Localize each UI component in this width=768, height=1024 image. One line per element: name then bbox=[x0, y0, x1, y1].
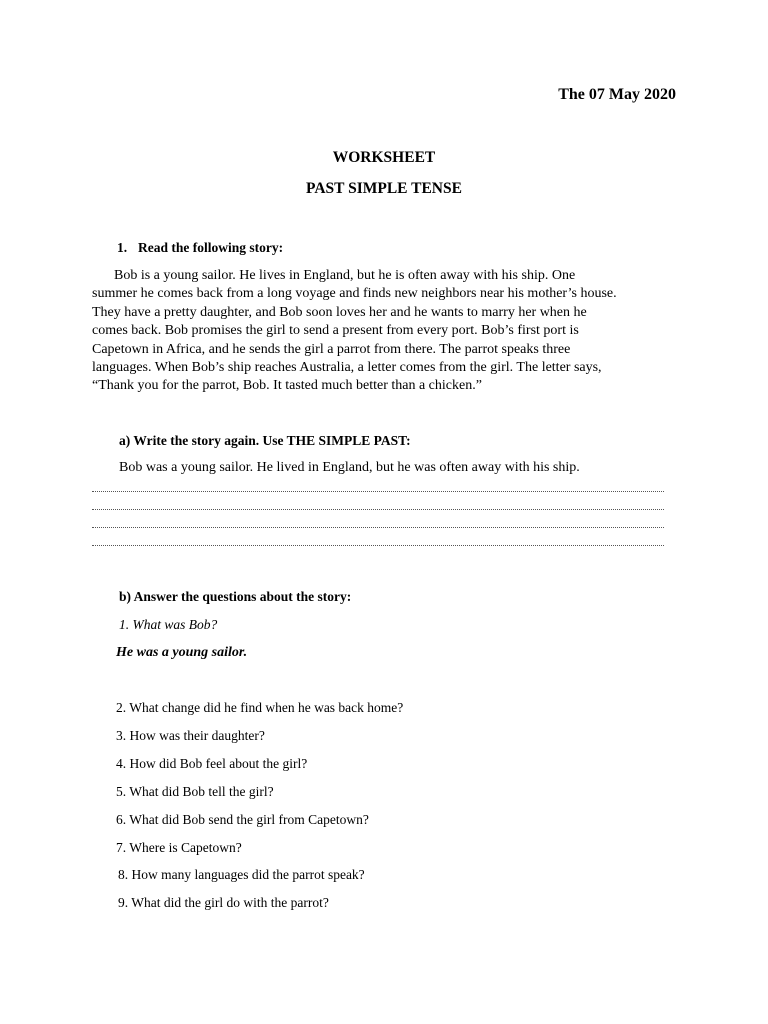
question-item: 5. What did Bob tell the girl? bbox=[116, 784, 274, 799]
example-answer: He was a young sailor. bbox=[116, 645, 248, 660]
question-item: 2. What change did he find when he was back home? bbox=[116, 700, 404, 715]
answer-dotted-line[interactable] bbox=[92, 545, 664, 546]
section-1-number: 1. bbox=[117, 240, 128, 255]
answer-dotted-line[interactable] bbox=[92, 527, 664, 528]
question-item: 7. Where is Capetown? bbox=[116, 840, 242, 855]
story-paragraph bbox=[92, 267, 682, 396]
worksheet-subtitle: PAST SIMPLE TENSE bbox=[306, 180, 462, 197]
question-item: 6. What did Bob send the girl from Capetown? bbox=[116, 812, 369, 827]
answer-dotted-line[interactable] bbox=[92, 491, 664, 492]
section-1-heading-text: Read the following story: bbox=[138, 240, 284, 255]
story-line: “Thank you for the parrot, Bob. It tasted much better than a chicken.” bbox=[92, 378, 482, 394]
section-1-heading bbox=[117, 240, 283, 256]
story-line: They have a pretty daughter, and Bob soon loves her and he wants to marry her when he bbox=[92, 304, 587, 320]
question-item: 8. How many languages did the parrot speak? bbox=[118, 867, 365, 882]
story-line: comes back. Bob promises the girl to send a present from every port. Bob’s first port is bbox=[92, 323, 579, 339]
story-line: Bob is a young sailor. He lives in England, but he is often away with his ship. One bbox=[114, 268, 576, 283]
worksheet-date: The 07 May 2020 bbox=[558, 86, 676, 103]
answer-dotted-line[interactable] bbox=[92, 509, 664, 510]
question-item: 9. What did the girl do with the parrot? bbox=[118, 895, 329, 910]
part-a-heading: a) Write the story again. Use THE SIMPLE PAST: bbox=[119, 433, 411, 448]
worksheet-title: WORKSHEET bbox=[332, 149, 436, 166]
story-line: languages. When Bob’s ship reaches Australia, a letter comes from the girl. The letter says, bbox=[92, 360, 602, 376]
question-item: 3. How was their daughter? bbox=[116, 728, 265, 743]
question-item: 4. How did Bob feel about the girl? bbox=[116, 756, 308, 771]
example-question: 1. What was Bob? bbox=[119, 617, 218, 632]
story-line: summer he comes back from a long voyage and finds new neighbors near his mother’s house. bbox=[92, 286, 617, 302]
part-a-first-sentence: Bob was a young sailor. He lived in England, but he was often away with his ship. bbox=[119, 460, 580, 475]
story-line: Capetown in Africa, and he sends the girl a parrot from there. The parrot speaks three bbox=[92, 341, 571, 357]
part-b-heading: b) Answer the questions about the story: bbox=[119, 589, 352, 604]
